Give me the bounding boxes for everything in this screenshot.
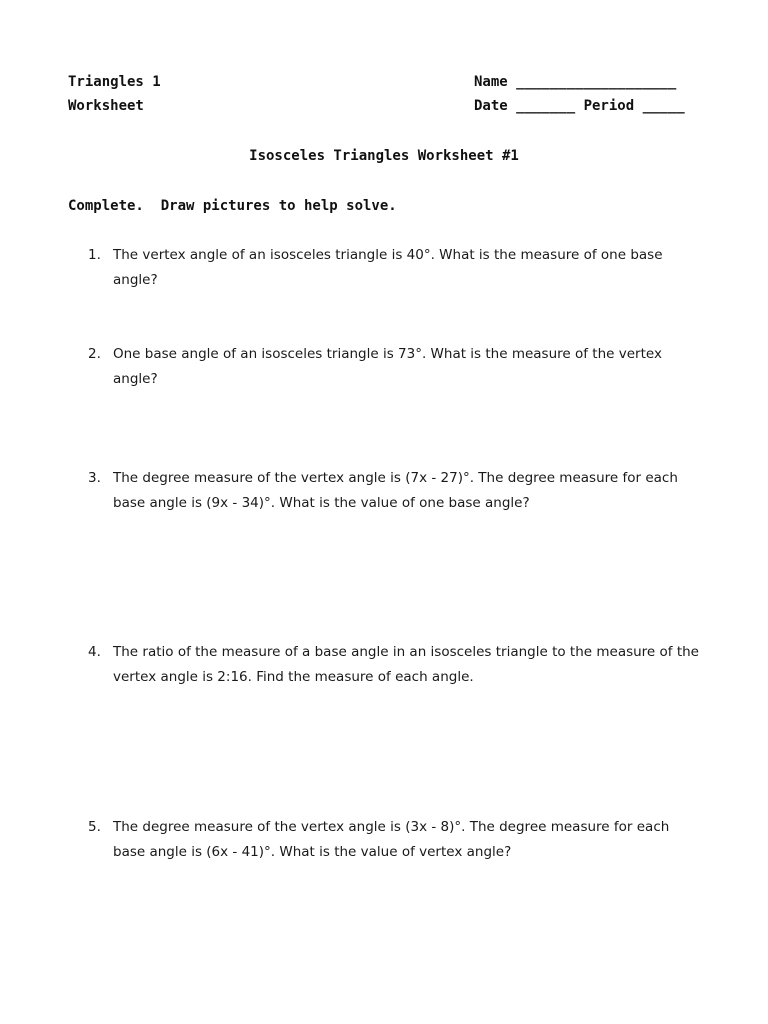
instructions: Complete. Draw pictures to help solve. <box>68 198 397 214</box>
question-number: 4. <box>88 644 101 660</box>
question-3 <box>88 466 700 516</box>
question-text: The degree measure of the vertex angle is (3x - 8)°. The degree measure for each base angle is (6x - 41)°. What is the value of vertex angle? <box>113 819 670 860</box>
question-number: 3. <box>88 470 101 486</box>
question-number: 2. <box>88 346 101 362</box>
question-number: 5. <box>88 819 101 835</box>
question-1 <box>88 243 700 293</box>
question-text: One base angle of an isosceles triangle is 73°. What is the measure of the vertex angle? <box>113 346 662 387</box>
question-5 <box>88 815 700 865</box>
question-number: 1. <box>88 247 101 263</box>
question-text: The vertex angle of an isosceles triangle is 40°. What is the measure of one base angle? <box>113 247 663 288</box>
course-label: Triangles 1 <box>68 74 161 90</box>
question-4 <box>88 640 700 690</box>
name-field-line: Name ___________________ <box>474 74 677 90</box>
question-text: The degree measure of the vertex angle is (7x - 27)°. The degree measure for each base angle is (9x - 34)°. What is the value of one base angle? <box>113 470 678 511</box>
question-2 <box>88 342 700 392</box>
question-text: The ratio of the measure of a base angle in an isosceles triangle to the measure of the vertex angle is 2:16. Find the measure of each angle. <box>113 644 699 685</box>
date-period-field-line: Date _______ Period _____ <box>474 98 685 114</box>
page-title: Isosceles Triangles Worksheet #1 <box>249 148 519 164</box>
worksheet-label: Worksheet <box>68 98 144 114</box>
